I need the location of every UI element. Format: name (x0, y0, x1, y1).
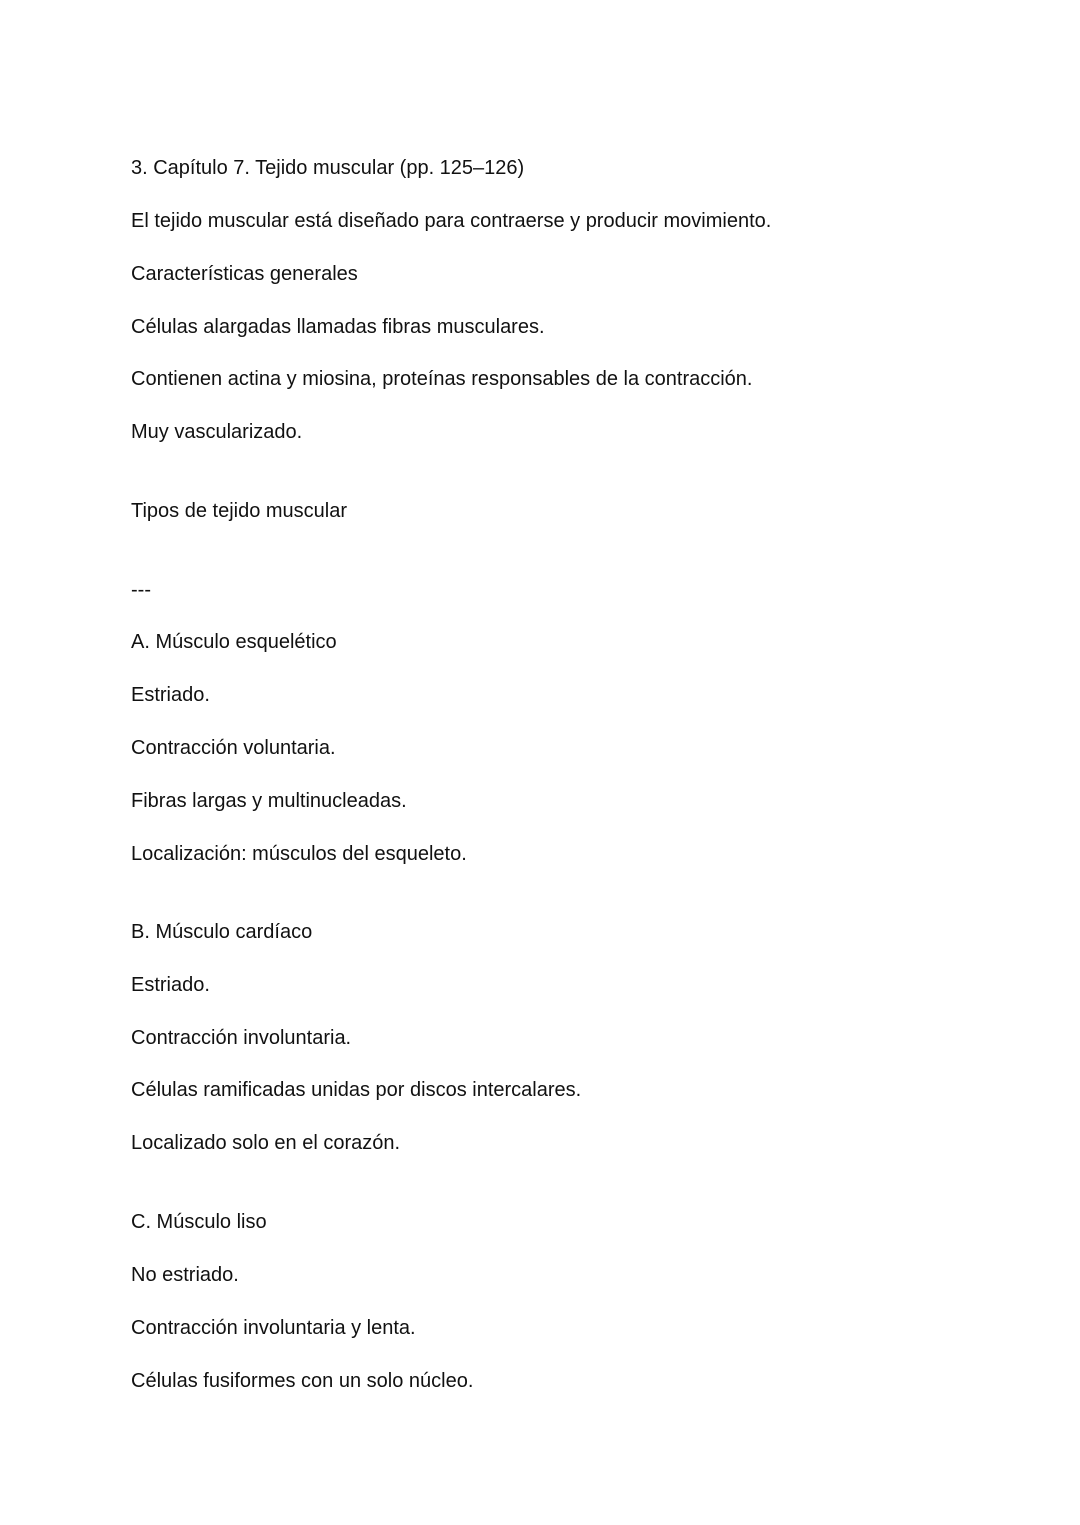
separator: --- (131, 579, 151, 601)
smooth-item: Células fusiformes con un solo núcleo. (131, 1370, 474, 1392)
cardiac-item: Localizado solo en el corazón. (131, 1132, 401, 1154)
general-item: Contienen actina y miosina, proteínas responsables de la contracción. (131, 368, 753, 390)
intro-paragraph: El tejido muscular está diseñado para contraerse y producir movimiento. (131, 210, 772, 232)
smooth-item: No estriado. (131, 1264, 239, 1286)
skeletal-heading: A. Músculo esquelético (131, 631, 337, 653)
types-heading: Tipos de tejido muscular (131, 500, 348, 522)
skeletal-item: Estriado. (131, 684, 210, 706)
smooth-heading: C. Músculo liso (131, 1211, 267, 1233)
cardiac-item: Contracción involuntaria. (131, 1027, 352, 1049)
smooth-item: Contracción involuntaria y lenta. (131, 1317, 416, 1339)
general-item: Células alargadas llamadas fibras musculares. (131, 316, 545, 338)
cardiac-item: Estriado. (131, 974, 210, 996)
skeletal-item: Localización: músculos del esqueleto. (131, 843, 467, 865)
skeletal-item: Contracción voluntaria. (131, 737, 336, 759)
chapter-title: 3. Capítulo 7. Tejido muscular (pp. 125–126) (131, 157, 525, 179)
general-heading: Características generales (131, 263, 358, 285)
cardiac-item: Células ramificadas unidas por discos intercalares. (131, 1079, 582, 1101)
skeletal-item: Fibras largas y multinucleadas. (131, 790, 407, 812)
general-item: Muy vascularizado. (131, 421, 303, 443)
cardiac-heading: B. Músculo cardíaco (131, 921, 313, 943)
